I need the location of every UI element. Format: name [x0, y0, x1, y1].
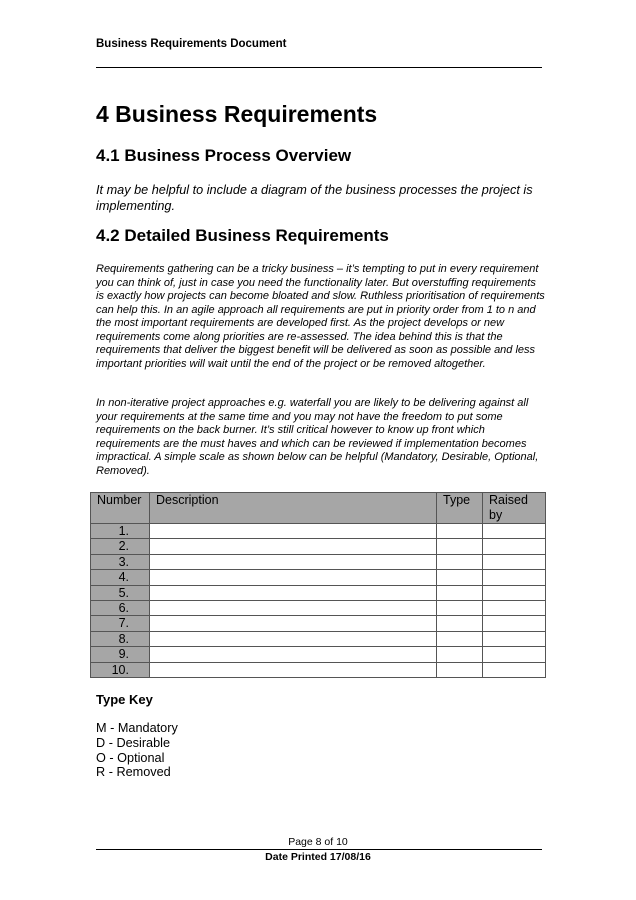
cell-number: 8. — [91, 631, 150, 646]
table-row — [91, 539, 546, 554]
cell-type[interactable] — [437, 524, 483, 539]
cell-raised-by[interactable] — [483, 570, 546, 585]
overview-heading: 4.1 Business Process Overview — [96, 146, 352, 165]
cell-type[interactable] — [437, 554, 483, 569]
cell-raised-by[interactable] — [483, 539, 546, 554]
col-header-description: Description — [150, 493, 437, 524]
footer-page-number: Page 8 of 10 — [288, 836, 348, 848]
table-row — [91, 616, 546, 631]
cell-type[interactable] — [437, 662, 483, 677]
cell-number: 6. — [91, 600, 150, 615]
cell-description[interactable] — [150, 647, 437, 662]
table-row — [91, 570, 546, 585]
footer-rule — [96, 849, 542, 850]
table-row — [91, 600, 546, 615]
detailed-heading: 4.2 Detailed Business Requirements — [96, 226, 389, 245]
cell-raised-by[interactable] — [483, 524, 546, 539]
cell-type[interactable] — [437, 631, 483, 646]
cell-number: 1. — [91, 524, 150, 539]
requirements-table — [90, 492, 546, 678]
section-title: 4 Business Requirements — [96, 101, 378, 127]
cell-number: 4. — [91, 570, 150, 585]
type-key-item: O - Optional — [96, 750, 165, 765]
cell-raised-by[interactable] — [483, 631, 546, 646]
detailed-paragraph-2: In non-iterative project approaches e.g. waterfall you are likely to be delivering against all your requirements at the same time and you may not have the freedom to put some requirements on the back burner. It’s still critical however to know up front which requirements are the must haves and which can be reviewed if implementation becomes impractical. A simple scale as shown below can be helpful (Mandatory, Desirable, Optional, Removed). — [96, 397, 539, 477]
cell-raised-by[interactable] — [483, 585, 546, 600]
cell-description[interactable] — [150, 600, 437, 615]
cell-raised-by[interactable] — [483, 647, 546, 662]
footer-date-printed: Date Printed 17/08/16 — [265, 851, 371, 863]
cell-type[interactable] — [437, 647, 483, 662]
cell-type[interactable] — [437, 539, 483, 554]
cell-description[interactable] — [150, 631, 437, 646]
cell-type[interactable] — [437, 600, 483, 615]
cell-number: 10. — [91, 662, 150, 677]
cell-number: 7. — [91, 616, 150, 631]
table-row — [91, 647, 546, 662]
cell-raised-by[interactable] — [483, 662, 546, 677]
cell-type[interactable] — [437, 570, 483, 585]
type-key-title: Type Key — [96, 692, 153, 707]
header-rule — [96, 67, 542, 68]
overview-text: It may be helpful to include a diagram of the business processes the project is implementing. — [96, 183, 533, 213]
cell-raised-by[interactable] — [483, 600, 546, 615]
col-header-type: Type — [437, 493, 483, 524]
cell-description[interactable] — [150, 662, 437, 677]
detailed-paragraph-1: Requirements gathering can be a tricky business – it’s tempting to put in every requirement you can think of, just in case you need the functionality later. But overstuffing requirements is exactly how projects can become bloated and slow. Ruthless prioritisation of requirements can help this. In an agile approach all requirements are put in priority order from 1 to n and the most important requirements are developed first. As the project develops or new requirements come along priorities are re-assessed. The idea behind this is that the requirements that deliver the biggest benefit will be delivered as soon as possible and less important priorities will wait until the end of the project or be removed altogether. — [96, 263, 545, 370]
col-header-raised-by: Raised by — [483, 493, 546, 524]
table-row — [91, 585, 546, 600]
cell-type[interactable] — [437, 585, 483, 600]
cell-description[interactable] — [150, 524, 437, 539]
table-row — [91, 631, 546, 646]
table-header-row — [91, 493, 546, 524]
table-row — [91, 554, 546, 569]
cell-description[interactable] — [150, 539, 437, 554]
cell-description[interactable] — [150, 585, 437, 600]
type-key-item: R - Removed — [96, 765, 171, 780]
cell-number: 9. — [91, 647, 150, 662]
table-row — [91, 662, 546, 677]
page-header: Business Requirements Document — [96, 38, 287, 50]
cell-type[interactable] — [437, 616, 483, 631]
type-key-item: M - Mandatory — [96, 721, 178, 735]
cell-number: 3. — [91, 554, 150, 569]
cell-number: 5. — [91, 585, 150, 600]
cell-description[interactable] — [150, 554, 437, 569]
cell-description[interactable] — [150, 616, 437, 631]
type-key-item: D - Desirable — [96, 735, 171, 750]
cell-raised-by[interactable] — [483, 616, 546, 631]
cell-raised-by[interactable] — [483, 554, 546, 569]
table-row — [91, 524, 546, 539]
type-key-list — [96, 721, 178, 780]
col-header-number: Number — [91, 493, 150, 524]
cell-description[interactable] — [150, 570, 437, 585]
cell-number: 2. — [91, 539, 150, 554]
